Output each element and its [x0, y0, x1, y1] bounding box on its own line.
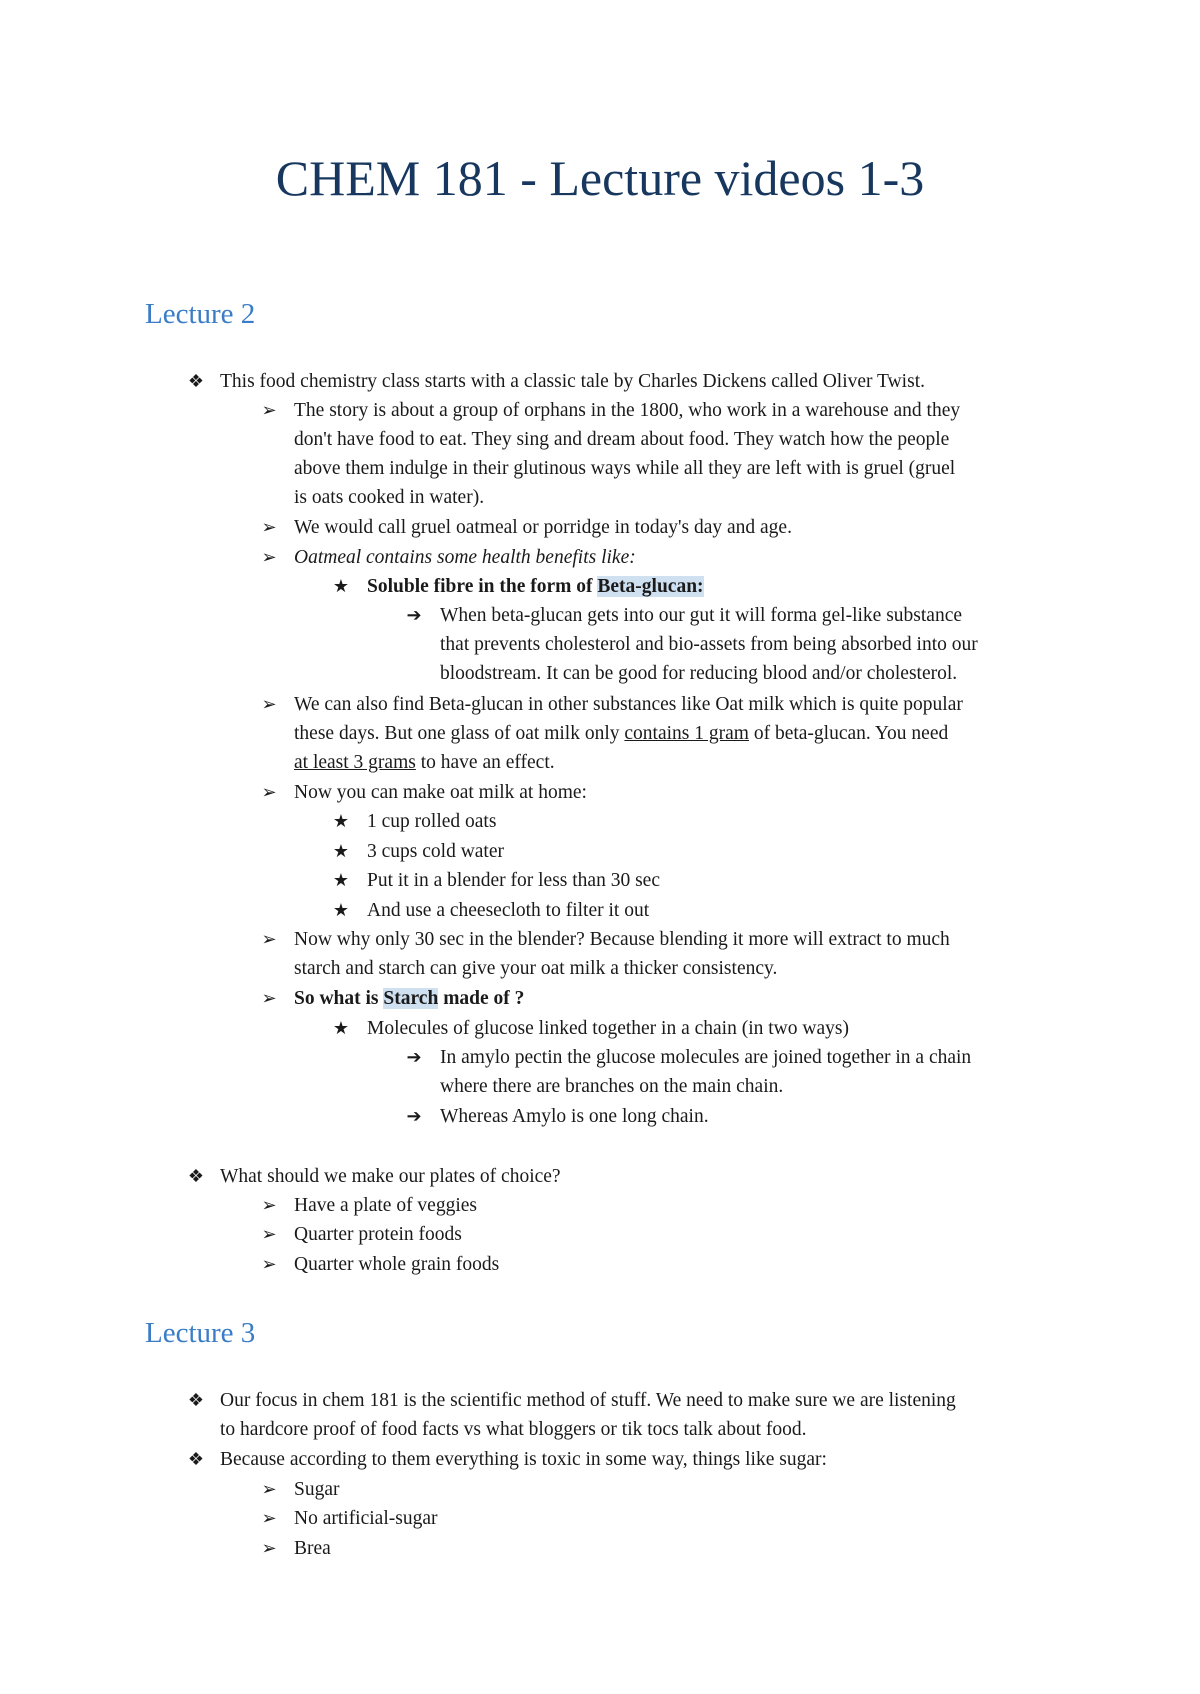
arrowhead-bullet-icon: ➢	[261, 929, 277, 949]
arrow-bullet-icon: ➔	[406, 605, 422, 625]
paragraph-oliver-twist: This food chemistry class starts with a classic tale by Charles Dickens called Oliver Twist.	[220, 371, 925, 392]
arrowhead-bullet-icon: ➢	[261, 694, 277, 714]
beta-line-2: that prevents cholesterol and bio-assets from being absorbed into our	[440, 634, 978, 655]
starch-text: So what is	[294, 988, 384, 1009]
soluble-fibre-line	[367, 572, 704, 601]
plate-item: Quarter protein foods	[294, 1224, 462, 1245]
because-line: Because according to them everything is toxic in some way, things like sugar:	[220, 1449, 827, 1470]
why-line-2: starch and starch can give your oat milk a thicker consistency.	[294, 958, 778, 979]
arrowhead-bullet-icon: ➢	[261, 1508, 277, 1528]
arrowhead-bullet-icon: ➢	[261, 1254, 277, 1274]
star-bullet-icon: ★	[332, 1018, 350, 1038]
plate-item: Have a plate of veggies	[294, 1195, 478, 1216]
starch-question	[294, 984, 524, 1013]
arrowhead-bullet-icon: ➢	[261, 1195, 277, 1215]
section-heading-lecture-2: Lecture 2	[145, 298, 256, 330]
story-line-3: above them indulge in their glutinous ways while all they are left with is gruel (gruel	[294, 458, 956, 479]
benefits-line: Oatmeal contains some health benefits like:	[294, 547, 636, 568]
oat-milk-line-3	[294, 748, 555, 777]
focus-line-2: to hardcore proof of food facts vs what bloggers or tik tocs talk about food.	[220, 1419, 807, 1440]
star-bullet-icon: ★	[332, 576, 350, 596]
story-line-1: The story is about a group of orphans in the 1800, who work in a warehouse and they	[294, 400, 961, 421]
arrowhead-bullet-icon: ➢	[261, 517, 277, 537]
beta-line-1: When beta-glucan gets into our gut it will forma gel-like substance	[440, 605, 963, 626]
amylopectin-line-2: where there are branches on the main chain.	[440, 1076, 784, 1097]
starch-highlight: Starch	[383, 988, 439, 1009]
oat-milk-line-1: We can also find Beta-glucan in other substances like Oat milk which is quite popular	[294, 694, 963, 715]
star-bullet-icon: ★	[332, 841, 350, 861]
soluble-fibre-text: Soluble fibre in the form of	[367, 576, 598, 597]
oat-milk-text: of beta-glucan. You need	[748, 723, 949, 744]
toxic-item: Brea	[294, 1538, 331, 1559]
beta-line-3: bloodstream. It can be good for reducing blood and/or cholesterol.	[440, 663, 958, 684]
arrowhead-bullet-icon: ➢	[261, 400, 277, 420]
plates-question: What should we make our plates of choice?	[220, 1166, 561, 1187]
amylopectin-line-1: In amylo pectin the glucose molecules are joined together in a chain	[440, 1047, 972, 1068]
arrow-bullet-icon: ➔	[406, 1047, 422, 1067]
diamond-bullet-icon: ❖	[187, 1449, 205, 1469]
starch-text: made of ?	[438, 988, 525, 1009]
home-line: Now you can make oat milk at home:	[294, 782, 587, 803]
plate-item: Quarter whole grain foods	[294, 1254, 500, 1275]
diamond-bullet-icon: ❖	[187, 371, 205, 391]
gruel-line: We would call gruel oatmeal or porridge in today's day and age.	[294, 517, 792, 538]
underlined-1-gram: contains 1 gram	[624, 723, 749, 744]
beta-glucan-highlight: Beta-glucan:	[597, 576, 704, 597]
oat-milk-line-2	[294, 719, 948, 748]
arrowhead-bullet-icon: ➢	[261, 988, 277, 1008]
arrowhead-bullet-icon: ➢	[261, 547, 277, 567]
molecules-line: Molecules of glucose linked together in a chain (in two ways)	[367, 1018, 849, 1039]
diamond-bullet-icon: ❖	[187, 1390, 205, 1410]
star-bullet-icon: ★	[332, 811, 350, 831]
toxic-item: No artificial-sugar	[294, 1508, 438, 1529]
recipe-item: Put it in a blender for less than 30 sec	[367, 870, 660, 891]
underlined-3-grams: at least 3 grams	[294, 752, 416, 773]
recipe-item: And use a cheesecloth to filter it out	[367, 900, 650, 921]
why-line-1: Now why only 30 sec in the blender? Because blending it more will extract to much	[294, 929, 950, 950]
star-bullet-icon: ★	[332, 900, 350, 920]
recipe-item: 1 cup rolled oats	[367, 811, 497, 832]
document-title: CHEM 181 - Lecture videos 1-3	[275, 150, 925, 206]
arrow-bullet-icon: ➔	[406, 1106, 422, 1126]
oat-milk-text: these days. But one glass of oat milk only	[294, 723, 625, 744]
star-bullet-icon: ★	[332, 870, 350, 890]
amylose-line: Whereas Amylo is one long chain.	[440, 1106, 709, 1127]
recipe-item: 3 cups cold water	[367, 841, 504, 862]
arrowhead-bullet-icon: ➢	[261, 782, 277, 802]
story-line-2: don't have food to eat. They sing and dream about food. They watch how the people	[294, 429, 950, 450]
arrowhead-bullet-icon: ➢	[261, 1224, 277, 1244]
toxic-item: Sugar	[294, 1479, 340, 1500]
section-heading-lecture-3: Lecture 3	[145, 1317, 256, 1349]
arrowhead-bullet-icon: ➢	[261, 1538, 277, 1558]
focus-line-1: Our focus in chem 181 is the scientific method of stuff. We need to make sure we are listening	[220, 1390, 956, 1411]
diamond-bullet-icon: ❖	[187, 1166, 205, 1186]
oat-milk-text: to have an effect.	[415, 752, 555, 773]
arrowhead-bullet-icon: ➢	[261, 1479, 277, 1499]
story-line-4: is oats cooked in water).	[294, 487, 485, 508]
